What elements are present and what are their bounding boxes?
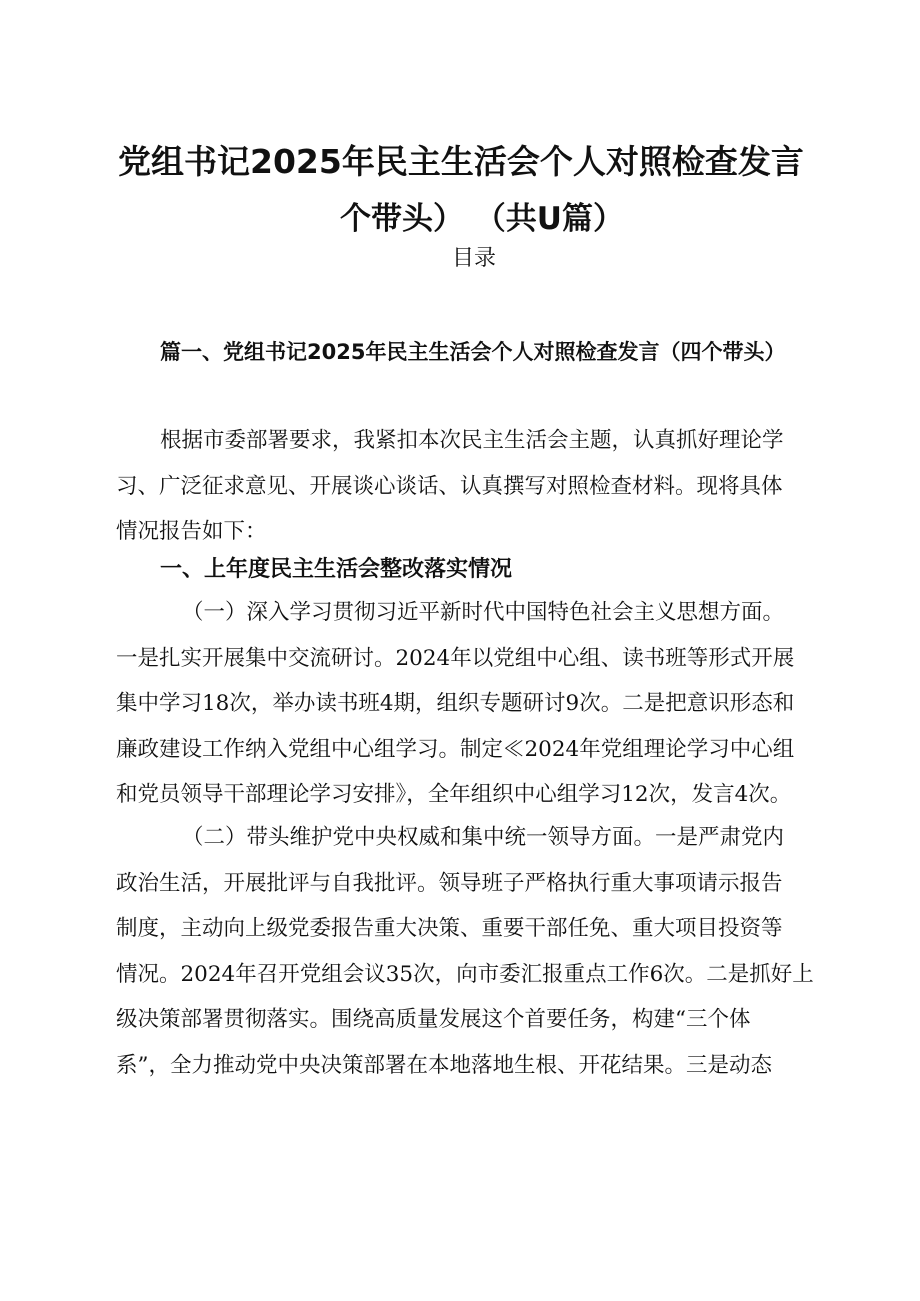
toc-item-1: 篇一、党组书记2025年民主生活会个人对照检查发言（四个带头） (160, 340, 786, 364)
intro-paragraph (116, 418, 836, 555)
paragraph-line: 廉政建设工作纳入党组中心组学习。制定≪2024年党组理论学习中心组 (116, 736, 795, 762)
toc-heading: 目录 (452, 246, 497, 271)
paragraph-line: 一是扎实开展集中交流研讨。2024年以党组中心组、读书班等形式开展 (116, 645, 795, 671)
paragraph-line: 级决策部署贯彻落实。围绕高质量发展这个首要任务，构建“三个体 (116, 1007, 751, 1033)
paragraph-line: 系”，全力推动党中央决策部署在本地落地生根、开花结果。三是动态 (116, 1052, 772, 1078)
body-paragraph-1 (116, 590, 836, 818)
paragraph-line: 政治生活，开展批评与自我批评。领导班子严格执行重大事项请示报告 (116, 870, 783, 896)
body-paragraph-2 (116, 815, 836, 1089)
section-heading: 一、上年度民主生活会整改落实情况 (160, 557, 513, 582)
paragraph-line: 根据市委部署要求，我紧扣本次民主生活会主题，认真抓好理论学 (160, 428, 784, 453)
paragraph-line: 习、广泛征求意见、开展谈心谈话、认真撰写对照检查材料。现将具体 (116, 473, 783, 499)
document-subtitle: 个带头） （共U篇） (340, 201, 624, 237)
paragraph-line: 情况报告如下： (116, 519, 267, 545)
paragraph-line: 制度，主动向上级党委报告重大决策、重要干部任免、重大项目投资等 (116, 916, 783, 942)
paragraph-line: （一）深入学习贯彻习近平新时代中国特色社会主义思想方面。 (182, 600, 785, 625)
paragraph-line: 情况。2024年召开党组会议35次，向市委汇报重点工作6次。二是抓好上 (116, 961, 814, 987)
paragraph-line: 集中学习18次，举办读书班4期，组织专题研讨9次。二是把意识形态和 (116, 691, 795, 717)
paragraph-line: 和党员领导干部理论学习安排》，全年组织中心组学习12次，发言4次。 (116, 782, 792, 808)
paragraph-line: （二）带头维护党中央权威和集中统一领导方面。一是严肃党内 (182, 825, 785, 850)
document-title: 党组书记2025年民主生活会个人对照检查发言 (118, 142, 804, 181)
